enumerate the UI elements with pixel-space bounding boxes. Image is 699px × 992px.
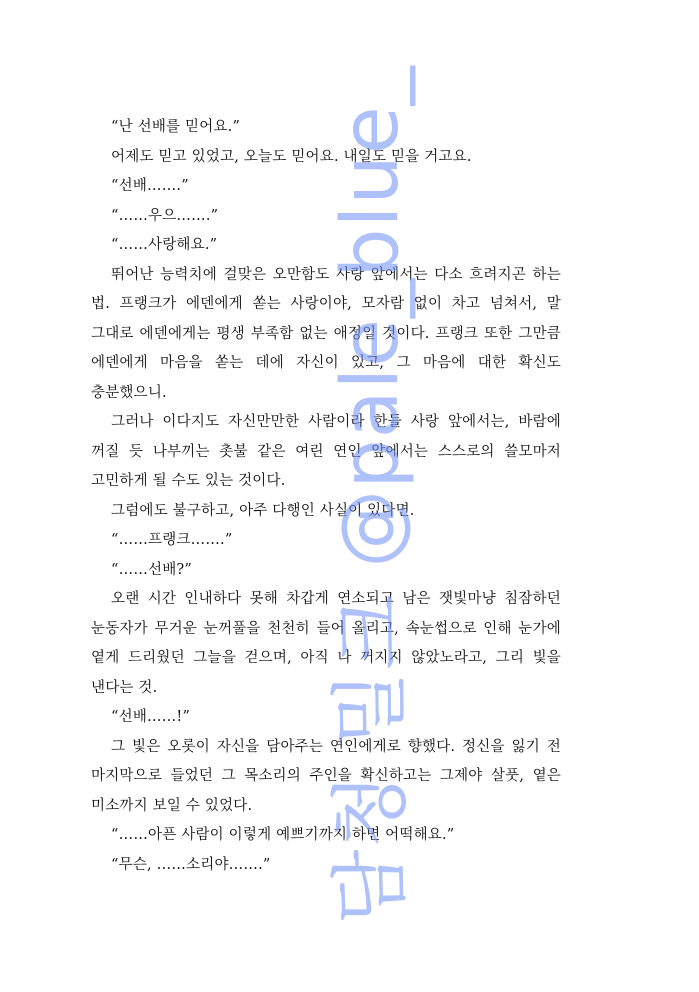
story-text xyxy=(91,113,561,880)
paragraph: 오랜 시간 인내하다 못해 차갑게 연소되고 남은 잿빛마냥 침잠하던 눈동자가 무거운 눈꺼풀을 천천히 들어 올리고, 속눈썹으로 인해 눈가에 옅게 드리웠던 그늘을 걷으며, 아직 나 꺼지지 않았노라고, 그리 빛을 낸다는 것. xyxy=(91,591,561,696)
paragraph: 그 빛은 오롯이 자신을 담아주는 연인에게로 향했다. 정신을 잃기 전 마지막으로 들었던 그 목소리의 주인을 확신하고는 그제야 살풋, 옅은 미소까지 보일 수 있었다. xyxy=(91,738,561,814)
paragraph: “……선배?” xyxy=(111,561,193,578)
paragraph: “난 선배를 믿어요.” xyxy=(111,119,241,135)
paragraph: “선배……!” xyxy=(111,709,191,725)
paragraph: 그러나 이다지도 자신만만한 사람이라 한들 사랑 앞에서는, 바람에 꺼질 듯 나부끼는 촛불 같은 여린 연인 앞에서는 스스로의 쓸모마저 고민하게 될 수도 있는 것이다. xyxy=(91,414,561,489)
watermark-text: 담청 밀크 @pale_blue_ xyxy=(326,65,416,925)
paragraph: 어제도 믿고 있었고, 오늘도 믿어요. 내일도 믿을 거고요. xyxy=(111,148,472,165)
paragraph: “……아픈 사람이 이렇게 예쁘기까지 하면 어떡해요.” xyxy=(111,827,455,843)
paragraph: “무슨, ……소리야…….” xyxy=(111,856,271,873)
paragraph: 그럼에도 불구하고, 아주 다행인 사실이 있다면. xyxy=(111,502,415,519)
paragraph: 뛰어난 능력치에 걸맞은 오만함도 사랑 앞에서는 다소 흐려지곤 하는 법. 프랭크가 에덴에게 쏟는 사랑이야, 모자람 없이 차고 넘쳐서, 말 그대로 에덴에게는 평생 부족함 없는 애정일 것이다. 프랭크 또한 그만큼 에덴에게 마음을 쏟는 데에 자신이 있고, 그 마음에 대한 확신도 충분했으니. xyxy=(91,266,561,401)
paragraph: “선배…….” xyxy=(111,178,189,194)
paragraph: “……우으…….” xyxy=(111,207,219,224)
paragraph: “……사랑해요.” xyxy=(111,237,218,253)
paragraph: “……프랭크…….” xyxy=(111,532,233,548)
